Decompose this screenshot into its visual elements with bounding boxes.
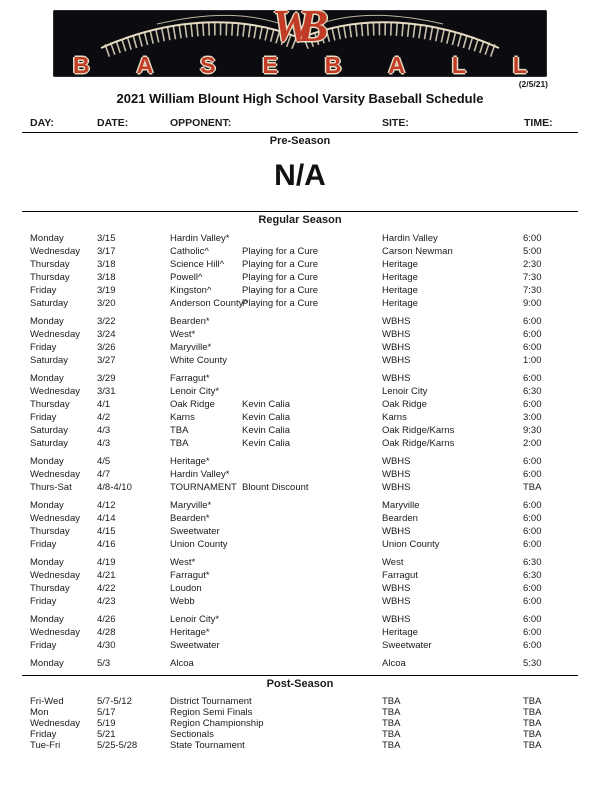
cell-time: 6:00 bbox=[523, 596, 542, 607]
cell-date: 4/19 bbox=[97, 557, 116, 568]
schedule-row bbox=[22, 372, 578, 385]
cell-opponent: TBA bbox=[170, 438, 189, 449]
team-monogram-wb: WB bbox=[271, 10, 314, 51]
cell-opponent: Catholic^ bbox=[170, 246, 209, 257]
cell-day: Wednesday bbox=[30, 718, 80, 729]
cell-time: 1:00 bbox=[523, 355, 542, 366]
cell-site: TBA bbox=[382, 718, 401, 729]
schedule-table bbox=[22, 117, 578, 751]
schedule-sections bbox=[22, 133, 578, 751]
cell-opponent: Oak Ridge bbox=[170, 399, 215, 410]
cell-day: Thursday bbox=[30, 272, 70, 283]
cell-date: 4/16 bbox=[97, 539, 116, 550]
page-title: 2021 William Blount High School Varsity Baseball Schedule bbox=[116, 91, 484, 106]
cell-time: 9:30 bbox=[523, 425, 542, 436]
cell-date: 3/29 bbox=[97, 373, 116, 384]
schedule-row bbox=[22, 232, 578, 245]
cell-opponent: TOURNAMENT bbox=[170, 482, 237, 493]
cell-opponent: State Tournament bbox=[170, 740, 245, 751]
cell-site: Heritage bbox=[382, 298, 418, 309]
cell-date: 5/19 bbox=[97, 718, 116, 729]
cell-site: WBHS bbox=[382, 316, 411, 327]
cell-site: Hardin Valley bbox=[382, 233, 438, 244]
wordmark-letter: B bbox=[73, 51, 90, 77]
cell-opponent: Lenoir City* bbox=[170, 614, 220, 625]
cell-site: Heritage bbox=[382, 627, 418, 638]
cell-day: Wednesday bbox=[30, 386, 80, 397]
cell-time: 7:30 bbox=[523, 272, 542, 283]
cell-site: Alcoa bbox=[382, 658, 406, 669]
cell-date: 3/24 bbox=[97, 329, 116, 340]
cell-site: Heritage bbox=[382, 259, 418, 270]
cell-note bbox=[242, 639, 382, 652]
game-group bbox=[22, 315, 578, 367]
cell-opponent: Heritage* bbox=[170, 627, 210, 638]
cell-day: Monday bbox=[30, 614, 64, 625]
cell-day: Wednesday bbox=[30, 469, 80, 480]
schedule-row bbox=[22, 297, 578, 310]
cell-day: Saturday bbox=[30, 355, 69, 366]
schedule-row bbox=[22, 385, 578, 398]
cell-site: WBHS bbox=[382, 482, 411, 493]
cell-site: Union County bbox=[382, 539, 440, 550]
cell-site: Heritage bbox=[382, 272, 418, 283]
cell-date: 3/31 bbox=[97, 386, 116, 397]
cell-time: 3:00 bbox=[523, 412, 542, 423]
schedule-row bbox=[22, 595, 578, 608]
cell-date: 3/20 bbox=[97, 298, 116, 309]
cell-site: WBHS bbox=[382, 355, 411, 366]
cell-day: Friday bbox=[30, 729, 57, 740]
cell-day: Monday bbox=[30, 456, 64, 467]
cell-day: Wednesday bbox=[30, 627, 80, 638]
schedule-row bbox=[22, 411, 578, 424]
cell-date: 4/12 bbox=[97, 500, 116, 511]
cell-time: 6:00 bbox=[523, 614, 542, 625]
cell-time: 6:00 bbox=[523, 513, 542, 524]
cell-date: 4/23 bbox=[97, 596, 116, 607]
team-banner bbox=[53, 10, 547, 77]
game-group bbox=[22, 696, 578, 751]
cell-note bbox=[242, 626, 382, 639]
section-label-regular-season: Regular Season bbox=[258, 214, 342, 226]
cell-site: West bbox=[382, 557, 404, 568]
schedule-row bbox=[22, 538, 578, 551]
cell-opponent: Alcoa bbox=[170, 658, 194, 669]
cell-date: 3/18 bbox=[97, 272, 116, 283]
cell-opponent: Farragut* bbox=[170, 373, 210, 384]
cell-date: 4/3 bbox=[97, 425, 111, 436]
cell-note bbox=[242, 341, 382, 354]
cell-day: Friday bbox=[30, 640, 57, 651]
cell-day: Saturday bbox=[30, 425, 69, 436]
column-header-site: SITE: bbox=[382, 117, 409, 129]
cell-note: Kevin Calia bbox=[242, 412, 291, 423]
cell-time: TBA bbox=[523, 729, 542, 740]
cell-time: 6:00 bbox=[523, 469, 542, 480]
schedule-row bbox=[22, 258, 578, 271]
cell-opponent: Sweetwater bbox=[170, 640, 220, 651]
cell-opponent: Maryville* bbox=[170, 500, 212, 511]
cell-note bbox=[242, 499, 382, 512]
cell-note bbox=[242, 595, 382, 608]
cell-site: WBHS bbox=[382, 526, 411, 537]
cell-note: Playing for a Cure bbox=[242, 298, 319, 309]
cell-note bbox=[242, 729, 382, 740]
cell-time: 6:30 bbox=[523, 386, 542, 397]
cell-note bbox=[242, 512, 382, 525]
schedule-row bbox=[22, 696, 578, 707]
schedule-document bbox=[0, 10, 600, 751]
cell-opponent: Lenoir City* bbox=[170, 386, 220, 397]
schedule-row bbox=[22, 525, 578, 538]
cell-note: Kevin Calia bbox=[242, 438, 291, 449]
schedule-row bbox=[22, 556, 578, 569]
column-header-day: DAY: bbox=[30, 117, 54, 129]
cell-day: Monday bbox=[30, 658, 64, 669]
cell-date: 4/15 bbox=[97, 526, 116, 537]
cell-opponent: Anderson County^ bbox=[170, 298, 248, 309]
schedule-row bbox=[22, 328, 578, 341]
cell-day: Friday bbox=[30, 539, 57, 550]
cell-site: Oak Ridge bbox=[382, 399, 427, 410]
team-wordmark-baseball bbox=[73, 53, 527, 77]
cell-date: 4/28 bbox=[97, 627, 116, 638]
cell-day: Saturday bbox=[30, 298, 69, 309]
cell-site: Sweetwater bbox=[382, 640, 432, 651]
game-group bbox=[22, 372, 578, 450]
wordmark-letter: A bbox=[136, 51, 154, 77]
schedule-row bbox=[22, 718, 578, 729]
cell-note bbox=[242, 372, 382, 385]
cell-time: 2:00 bbox=[523, 438, 542, 449]
cell-date: 3/15 bbox=[97, 233, 116, 244]
cell-time: 6:00 bbox=[523, 456, 542, 467]
cell-note bbox=[242, 525, 382, 538]
cell-date: 4/7 bbox=[97, 469, 111, 480]
cell-time: TBA bbox=[523, 740, 542, 751]
cell-note bbox=[242, 468, 382, 481]
cell-day: Monday bbox=[30, 557, 64, 568]
schedule-row bbox=[22, 271, 578, 284]
schedule-row bbox=[22, 626, 578, 639]
cell-time: 9:00 bbox=[523, 298, 542, 309]
schedule-row bbox=[22, 639, 578, 652]
cell-time: 6:30 bbox=[523, 570, 542, 581]
cell-site: WBHS bbox=[382, 614, 411, 625]
cell-date: 5/17 bbox=[97, 707, 116, 718]
schedule-row bbox=[22, 455, 578, 468]
cell-note bbox=[242, 232, 382, 245]
cell-date: 3/18 bbox=[97, 259, 116, 270]
cell-opponent: Powell^ bbox=[170, 272, 203, 283]
schedule-row bbox=[22, 499, 578, 512]
cell-opponent: Heritage* bbox=[170, 456, 210, 467]
schedule-row bbox=[22, 354, 578, 367]
preseason-placeholder: N/A bbox=[274, 159, 326, 192]
schedule-row bbox=[22, 284, 578, 297]
cell-site: WBHS bbox=[382, 469, 411, 480]
cell-day: Thurs-Sat bbox=[30, 482, 72, 493]
game-group bbox=[22, 657, 578, 670]
cell-note: Playing for a Cure bbox=[242, 272, 319, 283]
cell-date: 3/17 bbox=[97, 246, 116, 257]
cell-site: WBHS bbox=[382, 456, 411, 467]
cell-site: TBA bbox=[382, 696, 401, 707]
cell-note bbox=[242, 354, 382, 367]
cell-opponent: Sectionals bbox=[170, 729, 214, 740]
cell-date: 4/2 bbox=[97, 412, 111, 423]
cell-note bbox=[242, 582, 382, 595]
section-post-season bbox=[22, 675, 578, 751]
cell-site: Lenoir City bbox=[382, 386, 428, 397]
cell-date: 4/26 bbox=[97, 614, 116, 625]
schedule-row bbox=[22, 245, 578, 258]
cell-note bbox=[242, 657, 382, 670]
cell-date: 5/21 bbox=[97, 729, 116, 740]
cell-day: Tue-Fri bbox=[30, 740, 61, 751]
cell-site: Karns bbox=[382, 412, 407, 423]
cell-opponent: Farragut* bbox=[170, 570, 210, 581]
cell-date: 4/1 bbox=[97, 399, 111, 410]
cell-note bbox=[242, 718, 382, 729]
cell-date: 5/25-5/28 bbox=[97, 740, 138, 751]
schedule-row bbox=[22, 315, 578, 328]
cell-opponent: Maryville* bbox=[170, 342, 212, 353]
cell-note bbox=[242, 538, 382, 551]
cell-site: Maryville bbox=[382, 500, 420, 511]
cell-site: Carson Newman bbox=[382, 246, 453, 257]
schedule-row bbox=[22, 437, 578, 450]
cell-opponent: Science Hill^ bbox=[170, 259, 225, 270]
cell-day: Friday bbox=[30, 412, 57, 423]
wordmark-letter: L bbox=[512, 51, 527, 77]
wordmark-letter: L bbox=[451, 51, 466, 77]
cell-site: Oak Ridge/Karns bbox=[382, 425, 455, 436]
cell-opponent: White County bbox=[170, 355, 228, 366]
wordmark-letter: E bbox=[262, 51, 278, 77]
cell-day: Monday bbox=[30, 373, 64, 384]
cell-time: 6:30 bbox=[523, 557, 542, 568]
schedule-row bbox=[22, 341, 578, 354]
game-group bbox=[22, 499, 578, 551]
cell-site: Oak Ridge/Karns bbox=[382, 438, 455, 449]
schedule-row bbox=[22, 569, 578, 582]
cell-time: 6:00 bbox=[523, 500, 542, 511]
revision-date: (2/5/21) bbox=[518, 79, 548, 89]
cell-note: Playing for a Cure bbox=[242, 285, 319, 296]
cell-note bbox=[242, 696, 382, 707]
section-pre-season bbox=[22, 133, 578, 193]
cell-opponent: Loudon bbox=[170, 583, 202, 594]
cell-day: Friday bbox=[30, 342, 57, 353]
cell-opponent: Bearden* bbox=[170, 513, 210, 524]
schedule-row bbox=[22, 481, 578, 494]
cell-site: TBA bbox=[382, 707, 401, 718]
cell-time: 6:00 bbox=[523, 627, 542, 638]
cell-opponent: Union County bbox=[170, 539, 228, 550]
cell-opponent: West* bbox=[170, 329, 196, 340]
schedule-row bbox=[22, 398, 578, 411]
cell-site: WBHS bbox=[382, 342, 411, 353]
cell-date: 4/14 bbox=[97, 513, 116, 524]
cell-date: 4/8-4/10 bbox=[97, 482, 132, 493]
column-header-row bbox=[22, 117, 578, 133]
cell-time: TBA bbox=[523, 707, 542, 718]
cell-day: Thursday bbox=[30, 259, 70, 270]
cell-day: Monday bbox=[30, 500, 64, 511]
cell-site: Bearden bbox=[382, 513, 418, 524]
cell-date: 3/19 bbox=[97, 285, 116, 296]
cell-day: Wednesday bbox=[30, 329, 80, 340]
cell-date: 4/22 bbox=[97, 583, 116, 594]
column-header-date: DATE: bbox=[97, 117, 129, 129]
cell-time: 6:00 bbox=[523, 583, 542, 594]
cell-date: 4/5 bbox=[97, 456, 111, 467]
cell-time: 5:30 bbox=[523, 658, 542, 669]
cell-site: TBA bbox=[382, 729, 401, 740]
cell-time: 6:00 bbox=[523, 640, 542, 651]
cell-day: Wednesday bbox=[30, 513, 80, 524]
cell-note bbox=[242, 328, 382, 341]
cell-time: 6:00 bbox=[523, 526, 542, 537]
cell-day: Friday bbox=[30, 596, 57, 607]
cell-opponent: District Tournament bbox=[170, 696, 252, 707]
game-group bbox=[22, 556, 578, 608]
cell-site: Farragut bbox=[382, 570, 418, 581]
cell-note: Playing for a Cure bbox=[242, 259, 319, 270]
cell-site: WBHS bbox=[382, 583, 411, 594]
cell-time: 6:00 bbox=[523, 316, 542, 327]
cell-day: Wednesday bbox=[30, 570, 80, 581]
game-group bbox=[22, 455, 578, 494]
cell-day: Friday bbox=[30, 285, 57, 296]
cell-date: 4/30 bbox=[97, 640, 116, 651]
column-header-time: TIME: bbox=[524, 117, 553, 129]
cell-day: Mon bbox=[30, 707, 49, 718]
schedule-row bbox=[22, 740, 578, 751]
cell-time: TBA bbox=[523, 696, 542, 707]
schedule-row bbox=[22, 613, 578, 626]
cell-opponent: Karns bbox=[170, 412, 195, 423]
cell-opponent: Hardin Valley* bbox=[170, 469, 230, 480]
cell-site: Heritage bbox=[382, 285, 418, 296]
cell-note bbox=[242, 707, 382, 718]
cell-note bbox=[242, 613, 382, 626]
cell-date: 4/3 bbox=[97, 438, 111, 449]
cell-time: 7:30 bbox=[523, 285, 542, 296]
cell-opponent: Bearden* bbox=[170, 316, 210, 327]
cell-opponent: Webb bbox=[170, 596, 195, 607]
game-group bbox=[22, 613, 578, 652]
cell-opponent: Kingston^ bbox=[170, 285, 212, 296]
cell-day: Fri-Wed bbox=[30, 696, 64, 707]
cell-time: 6:00 bbox=[523, 233, 542, 244]
cell-note bbox=[242, 455, 382, 468]
cell-opponent: Region Championship bbox=[170, 718, 264, 729]
section-label-post-season: Post-Season bbox=[266, 678, 334, 690]
cell-site: TBA bbox=[382, 740, 401, 751]
cell-site: WBHS bbox=[382, 329, 411, 340]
cell-time: 2:30 bbox=[523, 259, 542, 270]
cell-day: Monday bbox=[30, 316, 64, 327]
cell-day: Thursday bbox=[30, 399, 70, 410]
cell-site: WBHS bbox=[382, 373, 411, 384]
cell-day: Monday bbox=[30, 233, 64, 244]
cell-note bbox=[242, 315, 382, 328]
cell-note bbox=[242, 385, 382, 398]
cell-note bbox=[242, 556, 382, 569]
section-label-pre-season: Pre-Season bbox=[269, 135, 331, 147]
cell-opponent: Hardin Valley* bbox=[170, 233, 230, 244]
column-header-opponent: OPPONENT: bbox=[170, 117, 232, 129]
cell-time: 6:00 bbox=[523, 329, 542, 340]
cell-opponent: Sweetwater bbox=[170, 526, 220, 537]
wordmark-letter: B bbox=[324, 51, 342, 77]
cell-opponent: Region Semi Finals bbox=[170, 707, 253, 718]
schedule-row bbox=[22, 468, 578, 481]
cell-note: Blount Discount bbox=[242, 482, 309, 493]
schedule-row bbox=[22, 582, 578, 595]
cell-time: 6:00 bbox=[523, 342, 542, 353]
cell-time: 6:00 bbox=[523, 373, 542, 384]
cell-note bbox=[242, 569, 382, 582]
cell-date: 5/3 bbox=[97, 658, 111, 669]
cell-day: Thursday bbox=[30, 526, 70, 537]
cell-day: Wednesday bbox=[30, 246, 80, 257]
schedule-row bbox=[22, 512, 578, 525]
cell-date: 3/26 bbox=[97, 342, 116, 353]
wordmark-letter: A bbox=[388, 51, 405, 77]
schedule-row bbox=[22, 707, 578, 718]
cell-time: 5:00 bbox=[523, 246, 542, 257]
cell-note bbox=[242, 740, 382, 751]
cell-note: Kevin Calia bbox=[242, 399, 291, 410]
cell-opponent: TBA bbox=[170, 425, 189, 436]
cell-time: 6:00 bbox=[523, 399, 542, 410]
wordmark-letter: S bbox=[200, 51, 216, 77]
cell-time: TBA bbox=[523, 482, 542, 493]
cell-day: Thursday bbox=[30, 583, 70, 594]
section-regular-season bbox=[22, 211, 578, 670]
schedule-row bbox=[22, 424, 578, 437]
cell-date: 4/21 bbox=[97, 570, 116, 581]
cell-time: 6:00 bbox=[523, 539, 542, 550]
game-group bbox=[22, 232, 578, 310]
cell-date: 3/27 bbox=[97, 355, 116, 366]
cell-time: TBA bbox=[523, 718, 542, 729]
cell-date: 5/7-5/12 bbox=[97, 696, 132, 707]
cell-site: WBHS bbox=[382, 596, 411, 607]
schedule-row bbox=[22, 657, 578, 670]
cell-day: Saturday bbox=[30, 438, 69, 449]
cell-date: 3/22 bbox=[97, 316, 116, 327]
schedule-row bbox=[22, 729, 578, 740]
cell-note: Playing for a Cure bbox=[242, 246, 319, 257]
cell-note: Kevin Calia bbox=[242, 425, 291, 436]
cell-opponent: West* bbox=[170, 557, 196, 568]
